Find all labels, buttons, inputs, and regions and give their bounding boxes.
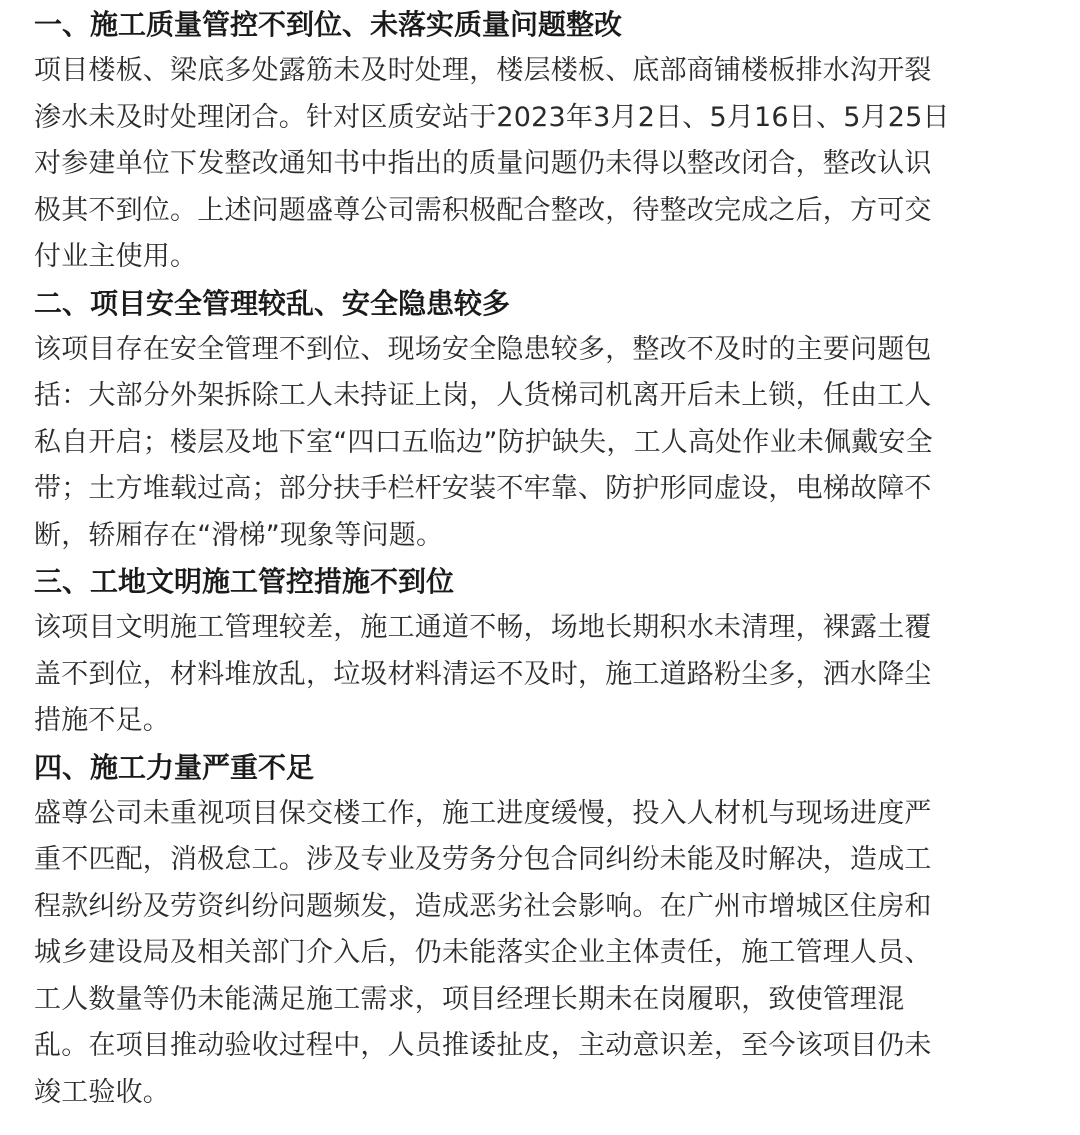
body-line: 盛尊公司未重视项目保交楼工作，施工进度缓慢，投入人材机与现场进度严: [34, 797, 932, 829]
section-body-safety: [34, 327, 1054, 560]
document-page: [0, 2, 1080, 1135]
body-line: 极其不到位。上述问题盛尊公司需积极配合整改，待整改完成之后，方可交: [34, 194, 932, 226]
body-line: 渗水未及时处理闭合。针对区质安站于2023年3月2日、5月16日、5月25日: [34, 101, 950, 133]
body-line: 乱。在项目推动验收过程中，人员推诿扯皮，主动意识差，至今该项目仍未: [34, 1030, 932, 1061]
section-heading-quality: 一、施工质量管控不到位、未落实质量问题整改: [34, 8, 623, 41]
body-line: 该项目文明施工管理较差，施工通道不畅，场地长期积水未清理，裸露土覆: [34, 612, 932, 643]
section-body-civilized-construction: [34, 605, 1054, 745]
body-line: 重不匹配，消极怠工。涉及专业及劳务分包合同纠纷未能及时解决，造成工: [34, 844, 932, 875]
body-line: 私自开启；楼层及地下室“四口五临边”防护缺失，工人高处作业未佩戴安全: [34, 426, 933, 458]
body-line: 对参建单位下发整改通知书中指出的质量问题仍未得以整改闭合，整改认识: [34, 148, 932, 179]
body-line: 工人数量等仍未能满足施工需求，项目经理长期未在岗履职，致使管理混: [34, 983, 905, 1015]
section-body-quality: [34, 48, 1054, 281]
section-heading-workforce: 四、施工力量严重不足: [34, 750, 315, 784]
body-line: 带；土方堆载过高；部分扶手栏杆安装不牢靠、防护形同虚设，电梯故障不: [34, 473, 932, 504]
body-line: 付业主使用。: [34, 241, 198, 272]
body-line: 括：大部分外架拆除工人未持证上岗，人货梯司机离开后未上锁，任由工人: [34, 380, 932, 411]
body-line: 该项目存在安全管理不到位、现场安全隐患较多，整改不及时的主要问题包: [34, 333, 932, 365]
body-line: 城乡建设局及相关部门介入后，仍未能落实企业主体责任，施工管理人员、: [34, 937, 932, 968]
body-line: 竣工验收。: [34, 1076, 170, 1108]
body-line: 断，轿厢存在“滑梯”现象等问题。: [34, 519, 444, 551]
section-heading-civilized-construction: 三、工地文明施工管控措施不到位: [34, 565, 455, 598]
body-line: 程款纠纷及劳资纠纷问题频发，造成恶劣社会影响。在广州市增城区住房和: [34, 890, 932, 922]
section-body-workforce: [34, 791, 1054, 1117]
section-heading-safety: 二、项目安全管理较乱、安全隐患较多: [34, 286, 511, 320]
body-line: 项目楼板、梁底多处露筋未及时处理，楼层楼板、底部商铺楼板排水沟开裂: [34, 55, 932, 86]
body-line: 措施不足。: [34, 705, 170, 736]
body-line: 盖不到位，材料堆放乱，垃圾材料清运不及时，施工道路粉尘多，洒水降尘: [34, 658, 932, 690]
